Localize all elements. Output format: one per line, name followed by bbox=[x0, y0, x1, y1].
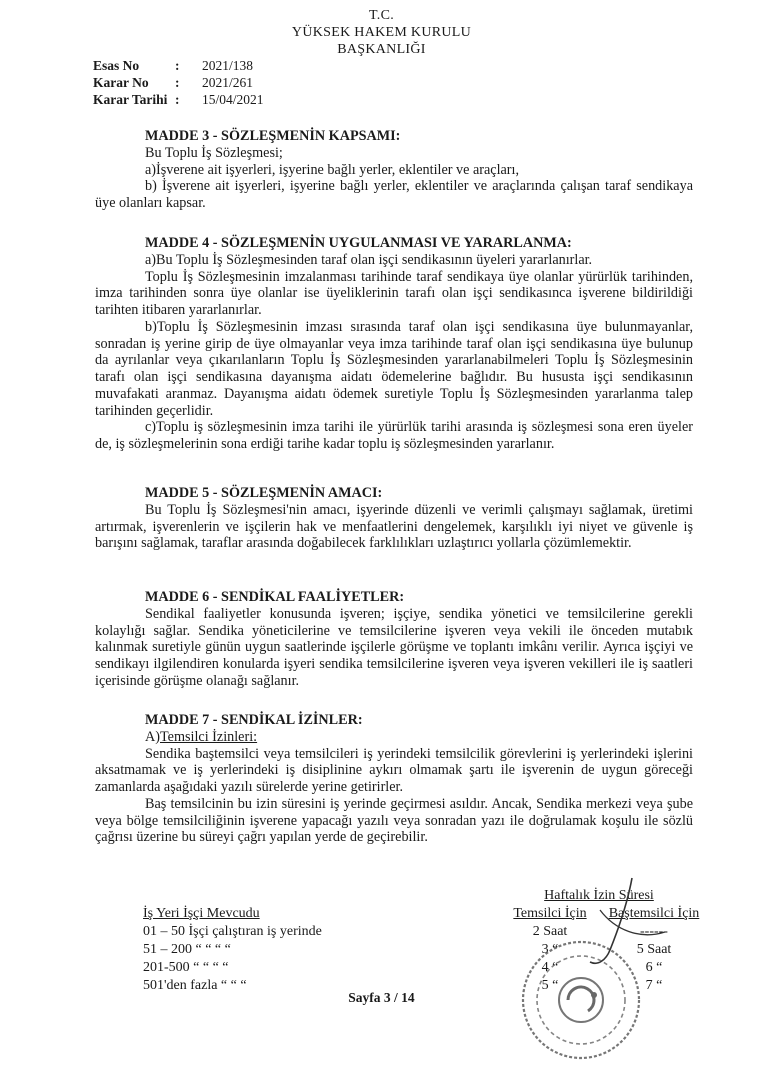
article-4-p4: c)Toplu iş sözleşmesinin imza tarihi ile yürürlük tarihi arasında iş sözleşmesi sona eren üyeler de, iş sözleşmelerinin sona erdiği tarihe kadar toplu iş sözleşmesinden yararlanır. bbox=[95, 419, 693, 452]
document-header bbox=[0, 7, 763, 58]
meta-label: Karar No bbox=[93, 75, 149, 90]
table-cell: 501'den fazla “ “ “ bbox=[143, 978, 247, 993]
article-4 bbox=[95, 235, 693, 453]
article-7 bbox=[95, 712, 693, 846]
article-3 bbox=[95, 128, 693, 212]
meta-value: 2021/261 bbox=[202, 75, 254, 90]
meta-row-karar-tarihi bbox=[93, 91, 264, 108]
article-4-p1: a)Bu Toplu İş Sözleşmesinden taraf olan işçi sendikasının üyeleri yararlanırlar. bbox=[145, 251, 593, 268]
article-7-p2: Baş temsilcinin bu izin süresini iş yerinde geçirmesi asıldır. Ancak, Sendika merkezi veya şube veya bölge temsilciliğinin işverene yapacağı yazılı veya sonradan yazı ile doğrulamak koşulu ile sözlü çağrısı üzerine bu süreyi çağrı yapılan yerde de geçirebilir. bbox=[95, 795, 693, 846]
meta-label: Karar Tarihi bbox=[93, 92, 168, 107]
table-top-header: Haftalık İzin Süresi bbox=[544, 888, 654, 903]
table-cell: 5 Saat bbox=[636, 942, 672, 957]
article-4-p3: b)Toplu İş Sözleşmesinin imzası sırasında taraf olan işçi sendikasına üye bulunmayanlar, sonradan iş yerine girip de üye olmayanlar veya imza tarihinde taraf olan işçi sendikasına üye bulunup da ayrılanlar veya çıkarılanların Toplu İş Sözleşmesinden yararlanabilmeleri Toplu İş Sözleşmesinin tarafı olan işçi sendikasına dayanışma aidatı ödemelerine bağlıdır. Bu hususta işçi sendikasının muvafakati aranmaz. Dayanışma aidatı ödemek suretiyle Toplu İş Sözleşmesinden yararlanma talep tarihinden geçerlidir. bbox=[95, 318, 693, 419]
article-3-title: MADDE 3 - SÖZLEŞMENİN KAPSAMI: bbox=[145, 128, 401, 144]
header-line-institution: YÜKSEK HAKEM KURULU bbox=[291, 25, 472, 40]
article-7-sub-prefix: A) bbox=[145, 728, 160, 745]
handwritten-signature bbox=[570, 870, 680, 970]
page-number: Sayfa 3 / 14 bbox=[348, 990, 415, 1005]
article-6 bbox=[95, 589, 693, 690]
article-7-sub-label: Temsilci İzinleri: bbox=[159, 728, 258, 745]
meta-colon: : bbox=[175, 75, 180, 90]
article-6-p1: Sendikal faaliyetler konusunda işveren; işçiye, sendika yönetici ve temsilcilerine gerekli kolaylığı sağlar. Sendika yöneticilerine ve temsilcilerine işveren veya vekili ile önceden mutabık kalınmak suretiyle günün uygun saatlerinde işçilerle görüşme ve toplantı imkânı verilir. Ayrıca işçiyi ve sendikayı ilgilendiren konularda işyeri sendika temsilcilerine işveren veya işveren vekilleri ile iş saatleri içerisinde görüşme olanağı sağlanır. bbox=[95, 605, 693, 689]
meta-colon: : bbox=[175, 58, 180, 73]
case-meta bbox=[93, 57, 264, 108]
meta-row-karar bbox=[93, 74, 264, 91]
meta-row-esas bbox=[93, 57, 264, 74]
table-cell: 2 Saat bbox=[532, 924, 568, 939]
meta-colon: : bbox=[175, 92, 180, 107]
article-7-title: MADDE 7 - SENDİKAL İZİNLER: bbox=[145, 712, 363, 728]
article-4-title: MADDE 4 - SÖZLEŞMENİN UYGULANMASI VE YARARLANMA: bbox=[145, 235, 572, 251]
table-cell: 51 – 200 “ “ “ “ bbox=[143, 942, 231, 957]
meta-value: 15/04/2021 bbox=[202, 92, 264, 107]
table-cell: 7 “ bbox=[645, 978, 663, 993]
table-cell: 201-500 “ “ “ “ bbox=[143, 960, 229, 975]
article-7-subheading bbox=[95, 729, 693, 746]
article-5 bbox=[95, 485, 693, 552]
header-line-tc: T.C. bbox=[368, 8, 395, 23]
table-cell: 4 “ bbox=[541, 960, 559, 975]
article-3-p3: b) İşverene ait işyerleri, işyerine bağlı yerler, eklentiler ve araçlarında çalışan taraf sendikaya üye olanları kapsar. bbox=[95, 178, 693, 211]
table-col3-header: Baştemsilci İçin bbox=[608, 906, 700, 921]
header-line-presidency: BAŞKANLIĞI bbox=[337, 42, 426, 57]
article-5-title: MADDE 5 - SÖZLEŞMENİN AMACI: bbox=[145, 485, 383, 501]
article-3-p2: a)İşverene ait işyerleri, işyerine bağlı yerler, eklentiler ve araçları, bbox=[145, 161, 520, 178]
table-col1-header: İş Yeri İşçi Mevcudu bbox=[143, 906, 260, 921]
table-cell: 01 – 50 İşçi çalıştıran iş yerinde bbox=[143, 924, 322, 939]
article-6-title: MADDE 6 - SENDİKAL FAALİYETLER: bbox=[145, 589, 405, 605]
article-5-p1: Bu Toplu İş Sözleşmesi'nin amacı, işyerinde düzenli ve verimli çalışmayı sağlamak, üretimi artırmak, işverenlerin ve işçilerin hak ve menfaatlerini dengelemek, karşılıklı iyi niyet ve güvenle iş barışını sağlamak, taraflar arasında doğabilecek farklılıkları uzlaştırıcı yollarla çözümlemektir. bbox=[95, 501, 693, 552]
table-cell: 5 “ bbox=[541, 978, 559, 993]
table-cell: 3 “ bbox=[541, 942, 559, 957]
article-4-p2: Toplu İş Sözleşmesinin imzalanması tarihinde taraf sendikaya üye olanlar yürürlük tarihinden, imza tarihinden sonra üye olanlar ise üyeliklerinin tarafı olan işçi sendikasınca işverene bildirildiği tarihten itibaren yararlanırlar. bbox=[95, 268, 693, 318]
meta-value: 2021/138 bbox=[202, 58, 254, 73]
table-cell: 6 “ bbox=[645, 960, 663, 975]
article-3-p1: Bu Toplu İş Sözleşmesi; bbox=[145, 144, 283, 161]
article-7-p1: Sendika baştemsilci veya temsilcileri iş yerindeki temsilcilik görevlerini iş yerlerindeki işlerini aksatmamak ve iş yerlerindeki iş disiplinine aykırı olmamak şartı ile işverenin de uygun göreceği zamanlarda aşağıdaki yazılı sürelerde yerine getirirler. bbox=[95, 745, 693, 795]
table-cell: ------ bbox=[640, 924, 668, 939]
meta-label: Esas No bbox=[93, 58, 140, 73]
table-col2-header: Temsilci İçin bbox=[513, 906, 587, 921]
